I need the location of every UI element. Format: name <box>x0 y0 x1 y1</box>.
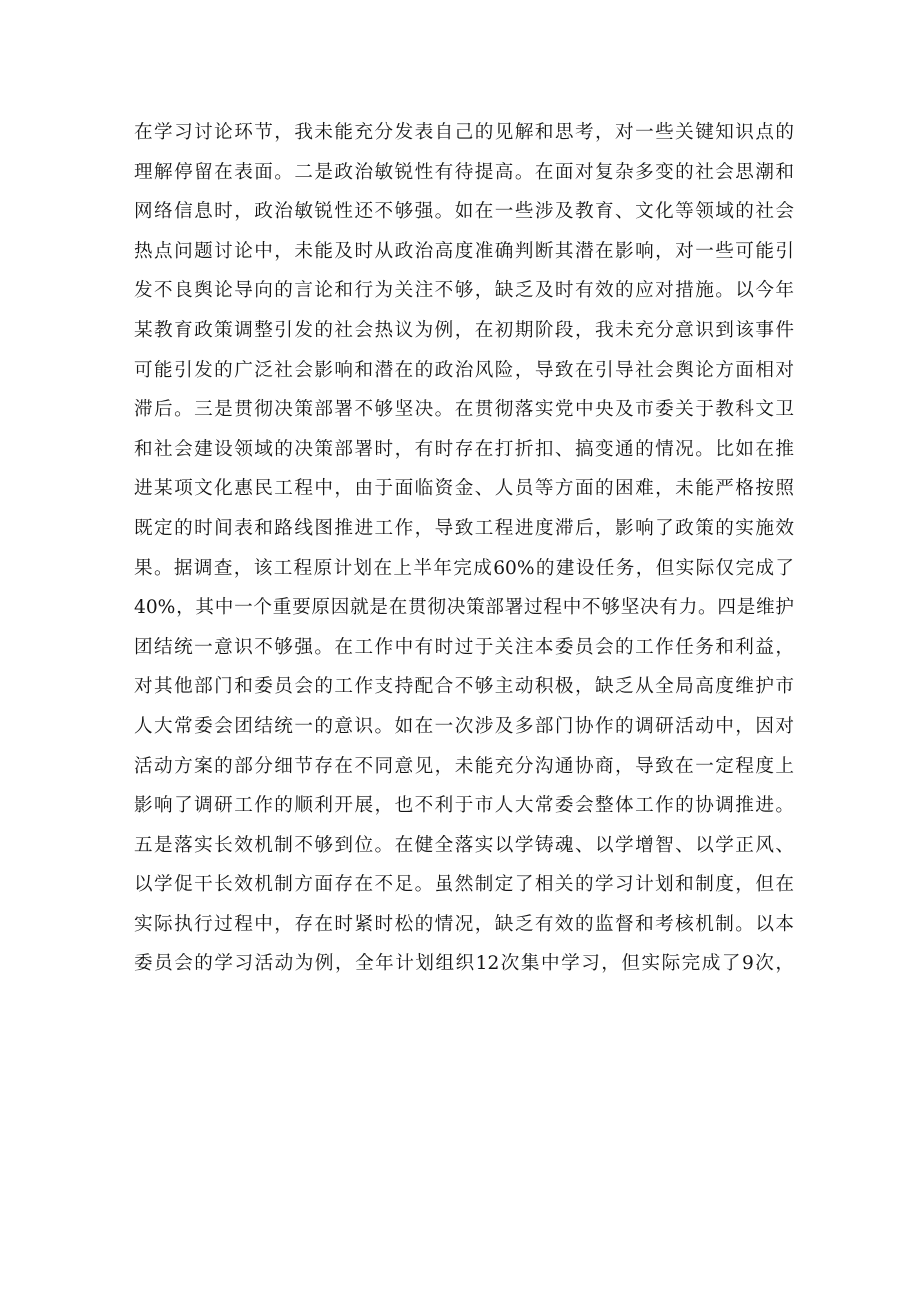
text-line-8: 滞后。三是贯彻决策部署不够坚决。在贯彻落实党中央及市委关于教科文卫 <box>134 399 794 421</box>
text-line-5: 发不良舆论导向的言论和行为关注不够，缺乏及时有效的应对措施。以今年 <box>134 280 794 302</box>
text-line-20: 以学促干长效机制方面存在不足。虽然制定了相关的学习计划和制度，但在 <box>134 874 794 896</box>
text-line-22: 委员会的学习活动为例，全年计划组织12次集中学习，但实际完成了9次， <box>134 953 794 975</box>
text-line-12: 果。据调查，该工程原计划在上半年完成60%的建设任务，但实际仅完成了 <box>134 557 794 579</box>
text-line-6: 某教育政策调整引发的社会热议为例，在初期阶段，我未充分意识到该事件 <box>134 319 794 341</box>
text-line-17: 活动方案的部分细节存在不同意见，未能充分沟通协商，导致在一定程度上 <box>134 755 794 777</box>
text-line-9: 和社会建设领域的决策部署时，有时存在打折扣、搞变通的情况。比如在推 <box>134 438 794 460</box>
text-line-2: 理解停留在表面。二是政治敏锐性有待提高。在面对复杂多变的社会思潮和 <box>134 161 794 183</box>
body-text <box>134 113 794 984</box>
text-line-13: 40%，其中一个重要原因就是在贯彻决策部署过程中不够坚决有力。四是维护 <box>134 597 794 619</box>
text-line-14: 团结统一意识不够强。在工作中有时过于关注本委员会的工作任务和利益， <box>134 636 794 658</box>
text-line-1: 在学习讨论环节，我未能充分发表自己的见解和思考，对一些关键知识点的 <box>134 122 794 143</box>
text-line-16: 人大常委会团结统一的意识。如在一次涉及多部门协作的调研活动中，因对 <box>134 715 794 737</box>
text-line-15: 对其他部门和委员会的工作支持配合不够主动积极，缺乏从全局高度维护市 <box>134 676 794 698</box>
text-line-10: 进某项文化惠民工程中，由于面临资金、人员等方面的困难，未能严格按照 <box>134 478 794 500</box>
text-line-18: 影响了调研工作的顺利开展，也不利于市人大常委会整体工作的协调推进。 <box>134 795 794 817</box>
text-line-4: 热点问题讨论中，未能及时从政治高度准确判断其潜在影响，对一些可能引 <box>134 240 794 262</box>
text-line-21: 实际执行过程中，存在时紧时松的情况，缺乏有效的监督和考核机制。以本 <box>134 913 794 935</box>
text-line-3: 网络信息时，政治敏锐性还不够强。如在一些涉及教育、文化等领域的社会 <box>134 201 794 223</box>
text-line-19: 五是落实长效机制不够到位。在健全落实以学铸魂、以学增智、以学正风、 <box>134 834 794 856</box>
text-line-7: 可能引发的广泛社会影响和潜在的政治风险，导致在引导社会舆论方面相对 <box>134 359 794 381</box>
text-line-11: 既定的时间表和路线图推进工作，导致工程进度滞后，影响了政策的实施效 <box>134 517 794 539</box>
